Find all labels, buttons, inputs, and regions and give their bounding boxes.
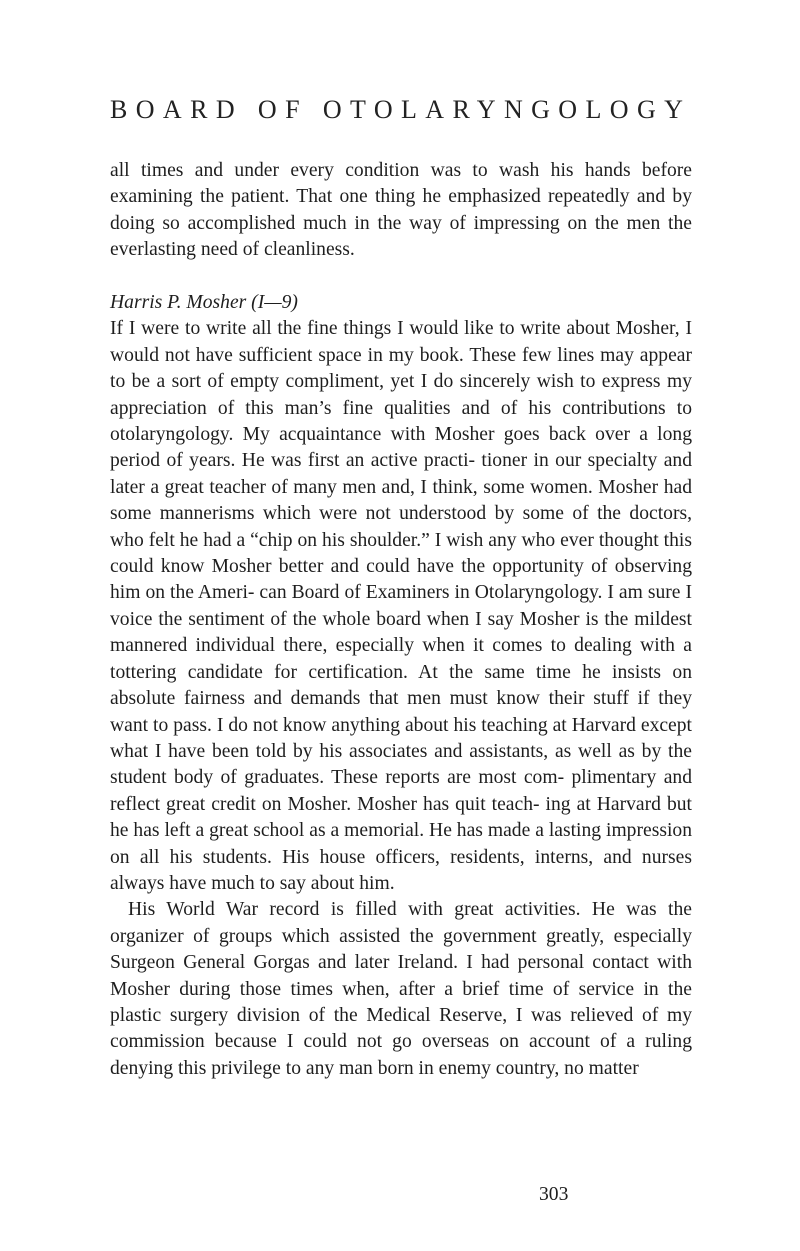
- body-text: [110, 158, 692, 1082]
- page-number: 303: [539, 1184, 569, 1205]
- running-head: BOARD OF OTOLARYNGOLOGY: [110, 95, 692, 124]
- section-heading: Harris P. Mosher (I—9): [110, 292, 298, 314]
- paragraph-intro: all times and under every condition was to wash his hands before examining the patient. That one thing he emphasized repeatedly and by doing so accomplished much in the way of impressing on the men the everlasting need of cleanliness.: [110, 160, 692, 261]
- paragraph-1: If I were to write all the fine things I would like to write about Mosher, I would not have sufficient space in my book. These few lines may appear to be a sort of empty compliment, yet I do sincerely wish to express my appreciation of this man’s fine qualities and of his contributions to otolaryngology. My acquaintance with Mosher goes back over a long period of years. He was first an active practi- tioner in our specialty and later a great teacher of many men and, I think, some women. Mosher had some mannerisms which were not understood by some of the doctors, who felt he had a “chip on his shoulder.” I wish any who ever thought this could know Mosher better and could have the opportunity of observing him on the Ameri- can Board of Examiners in Otolaryngology. I am sure I voice the sentiment of the whole board when I say Mosher is the mildest mannered individual there, especially when it comes to dealing with a tottering candidate for certification. At the same time he insists on absolute fairness and demands that men must know their stuff if they want to pass. I do not know anything about his teaching at Harvard except what I have been told by his associates and assistants, as well as by the student body of graduates. These reports are most com- plimentary and reflect great credit on Mosher. Mosher has quit teach- ing at Harvard but he has left a great school as a memorial. He has made a lasting impression on all his students. His house officers, residents, interns, and nurses always have much to say about him.: [110, 318, 692, 894]
- paragraph-2: His World War record is filled with great activities. He was the organizer of groups which assisted the government greatly, especially Surgeon General Gorgas and later Ireland. I had personal contact with Mosher during those times when, after a brief time of service in the plastic surgery division of the Medical Reserve, I was relieved of my commission because I could not go overseas on account of a ruling denying this privilege to any man born in enemy country, no matter: [110, 899, 692, 1079]
